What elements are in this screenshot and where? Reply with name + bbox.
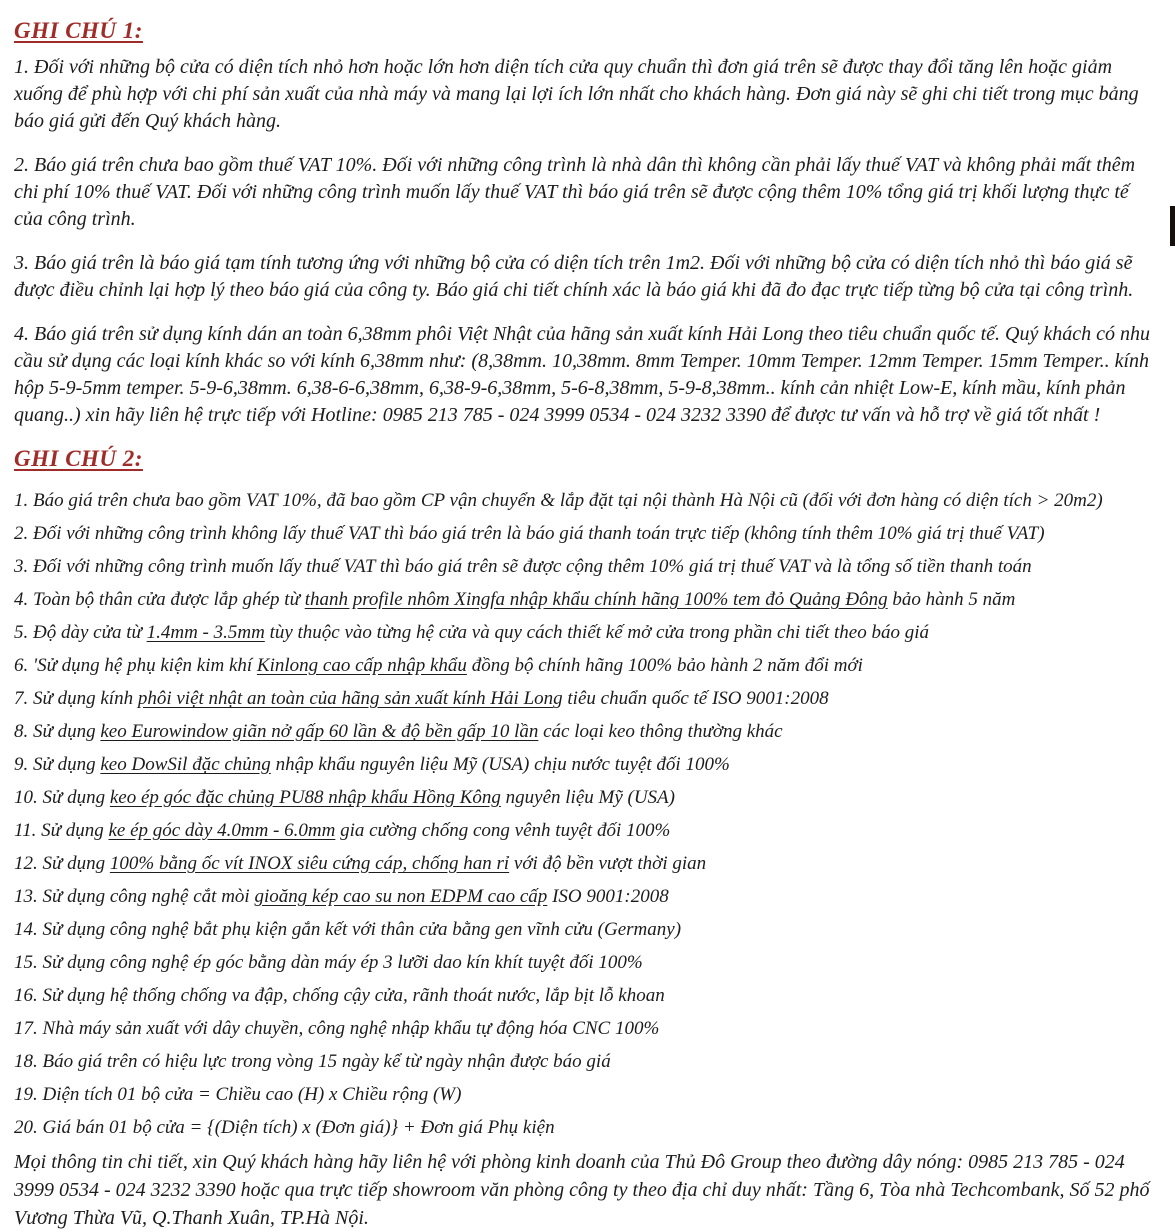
note2-item-text-segment: g tiêu chuẩn quốc tế ISO 9001:2008 [553, 688, 829, 709]
note2-item-text-segment: nguyên liệu Mỹ (USA) [500, 787, 675, 808]
note2-item-text-segment: đồng bộ chính hãng 100% bảo hành 2 năm đổi mới [466, 655, 863, 676]
note2-item-text-segment: 5. Độ dày cửa từ [14, 622, 147, 643]
note2-item-text-segment: 15. Sử dụng công nghệ ép góc bằng dàn máy ép 3 lưỡi dao kín khít tuyệt đối 100% [14, 952, 643, 973]
footer-contact-paragraph: Mọi thông tin chi tiết, xin Quý khách hàng hãy liên hệ với phòng kinh doanh của Thủ Đô Group theo đường dây nóng: 0985 213 785 - 024 3999 0534 - 024 3232 3390 hoặc qua trực tiếp showroom văn phòng công ty theo địa chỉ duy nhất: Tầng 6, Tòa nhà Techcombank, Số 52 phố Vương Thừa Vũ, Q.Thanh Xuân, TP.Hà Nội. [14, 1151, 1150, 1229]
note2-item-text-segment: 1. Báo giá trên chưa bao gồm VAT 10%, đã bao gồm CP vận chuyển & lắp đặt tại nội thành Hà Nội cũ (đối với đơn hàng có diện tích > 20m2) [14, 490, 1103, 511]
note2-item-text-segment: 10. Sử dụng [14, 787, 110, 808]
note2-list [14, 484, 1163, 1144]
note2-item-underlined-segment: keo ép góc đặc chủng PU88 nhập khẩu Hồng Kông [109, 787, 501, 808]
scrollbar-fragment [1170, 206, 1175, 246]
note2-heading: GHI CHÚ 2: [14, 446, 143, 471]
note2-item-text-segment: các loại keo thông thường khác [538, 721, 783, 742]
note2-item-text-segment: 19. Diện tích 01 bộ cửa = Chiều cao (H) x Chiều rộng (W) [14, 1084, 462, 1105]
note2-item-underlined-segment: ke ép góc dày 4.0mm - 6.0mm [108, 820, 336, 841]
note1-paragraphs [14, 54, 1163, 429]
note2-item [14, 1012, 1163, 1045]
note2-item [14, 550, 1163, 583]
note2-item-text-segment: 6. 'Sử dụng hệ phụ kiện kim khí [14, 655, 257, 676]
note2-item-underlined-segment: thanh profile nhôm Xingfa nhập khẩu chính hãng 100% tem đỏ Quảng Đông [304, 589, 888, 610]
note2-item [14, 847, 1163, 880]
note2-item [14, 649, 1163, 682]
note2-item-underlined-segment: keo DowSil đặc chủng [100, 754, 271, 775]
note2-item [14, 814, 1163, 847]
note2-item-underlined-segment: phôi việt nhật an toàn của hãng sản xuất kính Hải Lon [137, 688, 554, 709]
note2-item-text-segment: 18. Báo giá trên có hiệu lực trong vòng 15 ngày kể từ ngày nhận được báo giá [14, 1051, 611, 1072]
note2-item-underlined-segment: 1.4mm - 3.5mm [146, 622, 265, 643]
note2-item-underlined-segment: keo Eurowindow giãn nở gấp 60 lần & độ bền gấp 10 lần [100, 721, 539, 742]
note2-item-text-segment: 7. Sử dụng kính [14, 688, 138, 709]
note2-item [14, 682, 1163, 715]
note2-item-text-segment: nhập khẩu nguyên liệu Mỹ (USA) chịu nước tuyệt đối 100% [270, 754, 730, 775]
note2-item-underlined-segment: gioăng kép cao su non EDPM cao cấp [254, 886, 548, 907]
note2-item-text-segment: 13. Sử dụng công nghệ cắt mòi [14, 886, 255, 907]
note2-item-text-segment: bảo hành 5 năm [887, 589, 1016, 610]
note2-item [14, 715, 1163, 748]
note2-item-text-segment: 3. Đối với những công trình muốn lấy thuế VAT thì báo giá trên sẽ được cộng thêm 10% giá trị thuế VAT và là tổng số tiền thanh toán [14, 556, 1032, 577]
note1-paragraph: 1. Đối với những bộ cửa có diện tích nhỏ hơn hoặc lớn hơn diện tích cửa quy chuẩn thì đơn giá trên sẽ được thay đổi tăng lên hoặc giảm xuống để phù hợp với chi phí sản xuất của nhà máy và mang lại lợi ích lớn nhất cho khách hàng. Đơn giá này sẽ ghi chi tiết trong mục bảng báo giá gửi đến Quý khách hàng. [14, 56, 1139, 132]
note2-item [14, 946, 1163, 979]
note2-item-text-segment: tùy thuộc vào từng hệ cửa và quy cách thiết kế mở cửa trong phần chi tiết theo báo giá [264, 622, 930, 643]
note2-item [14, 517, 1163, 550]
note2-item [14, 913, 1163, 946]
note2-item-text-segment: 2. Đối với những công trình không lấy thuế VAT thì báo giá trên là báo giá thanh toán trực tiếp (không tính thêm 10% giá trị thuế VAT) [14, 523, 1045, 544]
note2-item-text-segment: 20. Giá bán 01 bộ cửa = {(Diện tích) x (Đơn giá)} + Đơn giá Phụ kiện [14, 1117, 555, 1138]
note2-item [14, 880, 1163, 913]
note1-heading: GHI CHÚ 1: [14, 18, 143, 43]
note1-paragraph: 4. Báo giá trên sử dụng kính dán an toàn 6,38mm phôi Việt Nhật của hãng sản xuất kính Hải Long theo tiêu chuẩn quốc tế. Quý khách có nhu cầu sử dụng các loại kính khác so với kính 6,38mm như: (8,38mm. 10,38mm. 8mm Temper. 10mm Temper. 12mm Temper. 15mm Temper.. kính hộp 5-9-5mm temper. 5-9-6,38mm. 6,38-6-6,38mm, 6,38-9-6,38mm, 5-6-8,38mm, 5-9-8,38mm.. kính cản nhiệt Low-E, kính mầu, kính phản quang..) xin hãy liên hệ trực tiếp với Hotline: 0985 213 785 - 024 3999 0534 - 024 3232 3390 để được tư vấn và hỗ trợ về giá tốt nhất ! [14, 323, 1150, 426]
note2-item-underlined-segment: Kinlong cao cấp nhập khẩu [256, 655, 467, 676]
note1-paragraph: 2. Báo giá trên chưa bao gồm thuế VAT 10%. Đối với những công trình là nhà dân thì không cần phải lấy thuế VAT và không phải mất thêm chi phí 10% thuế VAT. Đối với những công trình muốn lấy thuế VAT thì báo giá trên sẽ được cộng thêm 10% tổng giá trị khối lượng thực tế của công trình. [14, 154, 1136, 230]
note2-item-text-segment: ISO 9001:2008 [547, 886, 669, 907]
note2-item [14, 781, 1163, 814]
note2-item-text-segment: 9. Sử dụng [14, 754, 101, 775]
note1-paragraph: 3. Báo giá trên là báo giá tạm tính tương ứng với những bộ cửa có diện tích trên 1m2. Đối với những bộ cửa có diện tích nhỏ thì báo giá sẽ được điều chỉnh lại hợp lý theo báo giá của công ty. Báo giá chi tiết chính xác là báo giá khi đã đo đạc trực tiếp từng bộ cửa tại công trình. [14, 252, 1134, 301]
note2-item [14, 748, 1163, 781]
note2-item [14, 583, 1163, 616]
note2-item-text-segment: 4. Toàn bộ thân cửa được lắp ghép từ [14, 589, 305, 610]
note2-item [14, 1078, 1163, 1111]
note2-item [14, 1045, 1163, 1078]
note2-item-underlined-segment: 100% bằng ốc vít INOX siêu cứng cáp, chống han rỉ [109, 853, 510, 874]
note2-item-text-segment: 14. Sử dụng công nghệ bắt phụ kiện gắn kết với thân cửa bằng gen vĩnh cửu (Germany) [14, 919, 682, 940]
note2-item-text-segment: với độ bền vượt thời gian [509, 853, 707, 874]
note2-item-text-segment: 8. Sử dụng [14, 721, 101, 742]
note2-item [14, 484, 1163, 517]
note2-item-text-segment: 11. Sử dụng [14, 820, 109, 841]
note2-item-text-segment: 16. Sử dụng hệ thống chống va đập, chống cậy cửa, rãnh thoát nước, lắp bịt lỗ khoan [14, 985, 665, 1006]
note2-item [14, 616, 1163, 649]
note2-item [14, 979, 1163, 1012]
note2-item-text-segment: 12. Sử dụng [14, 853, 110, 874]
note2-item-text-segment: 17. Nhà máy sản xuất với dây chuyền, công nghệ nhập khẩu tự động hóa CNC 100% [14, 1018, 660, 1039]
note2-item-text-segment: gia cường chống cong vênh tuyệt đối 100% [335, 820, 671, 841]
note2-item [14, 1111, 1163, 1144]
